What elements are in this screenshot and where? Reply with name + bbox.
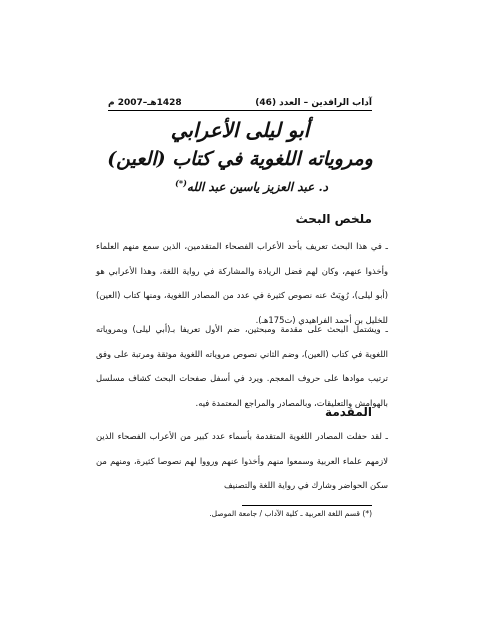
article-title-line1: أبو ليلى الأعرابي <box>170 118 310 142</box>
author-line <box>175 178 328 194</box>
author-name: د. عبد العزيز ياسين عبد الله <box>186 180 328 194</box>
intro-paragraph: ـ لقد حفلت المصادر اللغوية المتقدمة بأسماء عدد كبير من الأعراب الفصحاء الذين لازمهم علماء العربية وسمعوا منهم وأخذوا عنهم ورووا لهم نصوصا كثيرة، ومنهم من سكن الحواضر وشارك في رواية اللغة والتصنيف <box>96 431 388 491</box>
intro-heading: المقدمة <box>325 405 372 419</box>
running-header <box>108 94 372 111</box>
abstract-paragraph-2: ـ ويشتمل البحث على مقدمة ومبحثين، ضم الأول تعريفا بـ(أبي ليلى) وبمروياته اللغوية في كتاب (العين)، وضم الثاني نصوص مروياته اللغوية موثقة ومرتبة على وفق ترتيب موادها على حروف المعجم. ويرد في أسفل صفحات البحث كشاف مسلسل بالهوامش والتعليقات، وبالمصادر والمراجع المعتمدة فيه. <box>96 324 388 408</box>
article-title-line2: ومروياته اللغوية في كتاب (العين) <box>107 148 373 170</box>
abstract-heading: ملخص البحث <box>295 212 372 226</box>
footnote-divider <box>242 505 372 506</box>
abstract-paragraph-1: ـ في هذا البحث تعريف بأحد الأعراب الفصحاء المتقدمين، الذين سمع منهم العلماء وأخذوا عنهم، وكان لهم فضل الريادة والمشاركة في رواية اللغة، وهذا الأعرابي هو (أبو ليلى)، رُوِيَتْ عنه نصوص كثيرة في عدد من المصادر اللغوية، ومنها كتاب (العين) للخليل بن أحمد الفراهيدي (ت175هـ). <box>96 241 388 325</box>
header-date: 1428هـ–2007 م <box>108 98 182 108</box>
author-footnote-marker: (*) <box>175 178 187 188</box>
header-journal: آداب الرافدين – العدد (46) <box>255 98 372 108</box>
footnote: (*) قسم اللغة العربية ـ كلية الآداب / جامعة الموصل. <box>209 509 372 518</box>
